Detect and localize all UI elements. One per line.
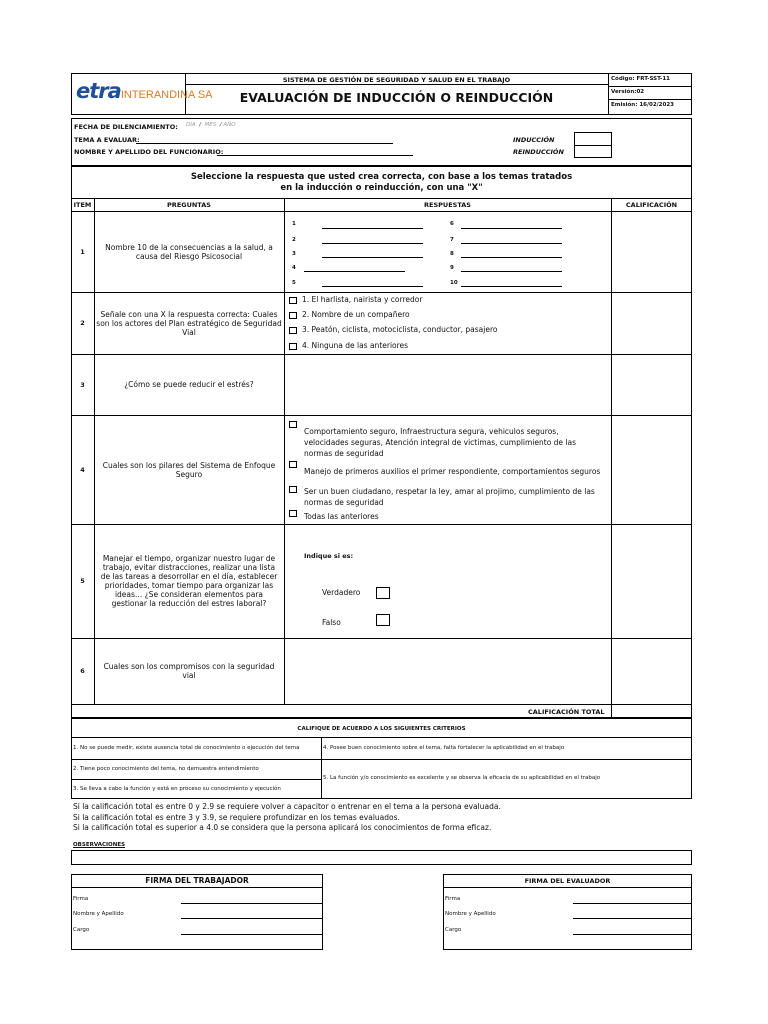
reinduccion-label: REINDUCCIÓN	[513, 148, 564, 156]
date-input[interactable]: DIA / MES / AÑO	[186, 122, 236, 128]
q1-number: 3	[292, 251, 296, 257]
criteria-item: 4. Posee buen conocimiento sobre el tema, falta fortalecer la aplicabilidad en el trabajo	[323, 745, 565, 751]
checkbox-icon[interactable]	[289, 343, 297, 350]
evaluator-signature-title: FIRMA DEL EVALUADOR	[524, 877, 611, 885]
q1-answer-field[interactable]	[322, 257, 423, 258]
employee-name-label: NOMBRE Y APELLIDO DEL FUNCIONARIO:	[74, 148, 224, 156]
instructions-line1: Seleccione la respuesta que usted crea correcta, con base a los temas tratados	[190, 172, 573, 182]
document-emission: Emisión: 16/02/2023	[611, 102, 674, 108]
question-text: Cuales son los pilares del Sistema de Enfoque Seguro	[102, 460, 276, 479]
system-title: SISTEMA DE GESTIÓN DE SEGURIDAD Y SALUD EN EL TRABAJO	[282, 76, 511, 84]
checkbox-icon[interactable]	[289, 486, 297, 493]
q5-prompt: Indique si es:	[304, 552, 354, 560]
q2-option[interactable]: 4. Ninguna de las anteriores	[289, 341, 408, 350]
total-score-field[interactable]	[612, 705, 691, 717]
q5-true-label: Verdadero	[322, 588, 361, 597]
employee-name-field[interactable]	[217, 155, 413, 156]
checkbox-icon[interactable]	[289, 461, 297, 468]
q1-number: 9	[450, 265, 454, 271]
q3-answer-area[interactable]	[286, 356, 609, 413]
worker-firma-field[interactable]	[181, 903, 322, 904]
document-code: Código: FRT-SST-11	[611, 76, 670, 82]
q1-number: 8	[450, 251, 454, 257]
q1-number: 10	[450, 280, 458, 286]
q5-true-checkbox[interactable]	[376, 587, 390, 599]
induccion-label: INDUCCIÓN	[513, 136, 555, 144]
reinduccion-checkbox[interactable]	[574, 145, 612, 158]
q1-number: 5	[292, 280, 296, 286]
q5-false-checkbox[interactable]	[376, 614, 390, 626]
criteria-title: CALIFIQUE DE ACUERDO A LOS SIGUIENTES CRITERIOS	[297, 726, 466, 732]
document-version: Versión:02	[611, 89, 645, 95]
worker-cargo-field[interactable]	[181, 934, 322, 935]
note-line: Si la calificación total es superior a 4.0 se considera que la persona aplicará los conocimientos de forma eficaz.	[73, 823, 492, 832]
q6-answer-area[interactable]	[286, 640, 609, 702]
worker-firma-label: Firma	[73, 896, 89, 902]
q4-option[interactable]: Ser un buen ciudadano, respetar la ley, amar al projimo, cumplimiento de las normas de seguridad	[304, 487, 595, 507]
q2-option[interactable]: 3. Peatón, ciclista, motociclista, conductor, pasajero	[289, 325, 497, 334]
instructions	[71, 172, 692, 194]
induccion-checkbox[interactable]	[574, 132, 612, 146]
item-number: 6	[80, 667, 85, 675]
q1-answer-field[interactable]	[461, 286, 562, 287]
q1-number: 2	[292, 237, 296, 243]
item-number: 3	[80, 380, 85, 389]
checkbox-icon[interactable]	[289, 327, 297, 334]
question-text: Manejar el tiempo, organizar nuestro lugar de trabajo, evitar distracciones, realizar una lista de las tareas a desorrollar en el día, establecer prioridades, tomar tiempo para organizar las ideas… ¿Se consideran elementos para gestionar la reducción del estres laboral?	[100, 554, 278, 608]
criteria-item: 1. No se puede medir, existe ausencia total de conocimiento o ejecución del tema	[73, 745, 300, 751]
evaluator-name-label: Nombre y Apellido	[445, 911, 496, 917]
note-line: Si la calificación total es entre 0 y 2.9 se requiere volver a capacitor o entrenar en el tema a la persona evaluada.	[73, 802, 501, 811]
evaluator-cargo-field[interactable]	[573, 934, 691, 935]
question-text: Señale con una X la respuesta correcta: Cuales son los actores del Plan estratégico de Seguridad Vial	[96, 309, 282, 337]
item-number: 2	[80, 319, 85, 327]
instructions-line2: en la inducción o reinducción, con una "X"	[280, 183, 483, 193]
criteria-item: 2. Tiene poco conocimiento del tema, no demuestra entendimiento	[73, 766, 259, 772]
checkbox-icon[interactable]	[289, 297, 297, 304]
header-preguntas: PREGUNTAS	[167, 201, 211, 209]
q1-number: 4	[292, 265, 296, 271]
evaluator-cargo-label: Cargo	[445, 927, 462, 933]
worker-signature-title: FIRMA DEL TRABAJADOR	[145, 876, 249, 885]
q1-answer-field[interactable]	[461, 271, 562, 272]
q2-option[interactable]: 2. Nombre de un compañero	[289, 310, 410, 319]
notes	[73, 802, 501, 834]
topic-label: TEMA A EVALUAR:	[74, 136, 140, 144]
company-logo	[76, 79, 213, 107]
checkbox-icon[interactable]	[289, 421, 297, 428]
logo-secondary: INTERANDINA SA	[120, 89, 213, 101]
observaciones-label: OBSERVACIONES	[73, 842, 126, 848]
q1-answer-field[interactable]	[322, 286, 423, 287]
header-item: ITEM	[73, 201, 92, 209]
item-number: 4	[80, 465, 85, 474]
q1-answer-field[interactable]	[461, 228, 562, 229]
q4-option[interactable]: Manejo de primeros auxilios el primer respondiente, comportamientos seguros	[304, 467, 601, 476]
item-number: 1	[80, 247, 85, 256]
q1-answer-field[interactable]	[322, 228, 423, 229]
q1-answer-field[interactable]	[322, 243, 423, 244]
date-day: DIA	[186, 122, 196, 128]
header-respuestas: RESPUESTAS	[424, 201, 471, 209]
checkbox-icon[interactable]	[289, 510, 297, 517]
q2-option[interactable]: 1. El harlista, nairista y corredor	[289, 295, 422, 304]
header-calificacion: CALIFICACIÓN	[625, 201, 678, 209]
logo-primary: etra	[76, 79, 121, 103]
q4-option[interactable]: Comportamiento seguro, Infraestructura segura, vehiculos seguros, velocidades seguras, Atención integral de victimas, cumplimiento de las normas de seguridad	[304, 427, 577, 458]
criteria-item: 5. La función y/o conocimiento es excelente y se observa la eficacia de su aplicabilidad en el trabajo	[323, 775, 601, 781]
q1-answer-field[interactable]	[461, 243, 562, 244]
evaluator-firma-field[interactable]	[573, 903, 691, 904]
q1-number: 6	[450, 221, 454, 227]
q1-answer-field[interactable]	[304, 271, 405, 272]
date-label: FECHA DE DILENCIAMIENTO:	[74, 123, 178, 131]
item-number: 5	[80, 577, 85, 585]
date-month: MES	[204, 122, 217, 128]
q5-false-label: Falso	[322, 618, 341, 627]
date-year: AÑO	[223, 122, 236, 128]
observaciones-field[interactable]	[71, 850, 692, 865]
q1-number: 7	[450, 237, 454, 243]
evaluator-firma-label: Firma	[445, 896, 461, 902]
question-text: Cuales son los compromisos con la seguridad vial	[103, 662, 275, 680]
document-title: EVALUACIÓN DE INDUCCIÓN O REINDUCCIÓN	[239, 90, 554, 105]
q1-number: 1	[292, 221, 296, 227]
criteria-item: 3. Se lleva a cabo la función y está en proceso su conocimiento y ejecución	[73, 786, 281, 792]
topic-field[interactable]	[136, 143, 393, 144]
question-text: ¿Cómo se puede reducir el estrés?	[124, 380, 254, 389]
worker-name-field[interactable]	[181, 918, 322, 919]
evaluator-name-field[interactable]	[573, 918, 691, 919]
note-line: Si la calificación total es entre 3 y 3.9, se requiere profundizar en los temas evaluados.	[73, 812, 400, 822]
q1-answer-field[interactable]	[461, 257, 562, 258]
worker-name-label: Nombre y Apellido	[73, 911, 124, 917]
question-text: Nombre 10 de la consecuencias a la salud, a causa del Riesgo Psicosocial	[105, 242, 273, 261]
checkbox-icon[interactable]	[289, 312, 297, 319]
worker-cargo-label: Cargo	[73, 927, 90, 933]
total-score-label: CALIFICACIÓN TOTAL	[528, 708, 605, 716]
q4-option[interactable]: Todas las anteriores	[304, 512, 379, 521]
